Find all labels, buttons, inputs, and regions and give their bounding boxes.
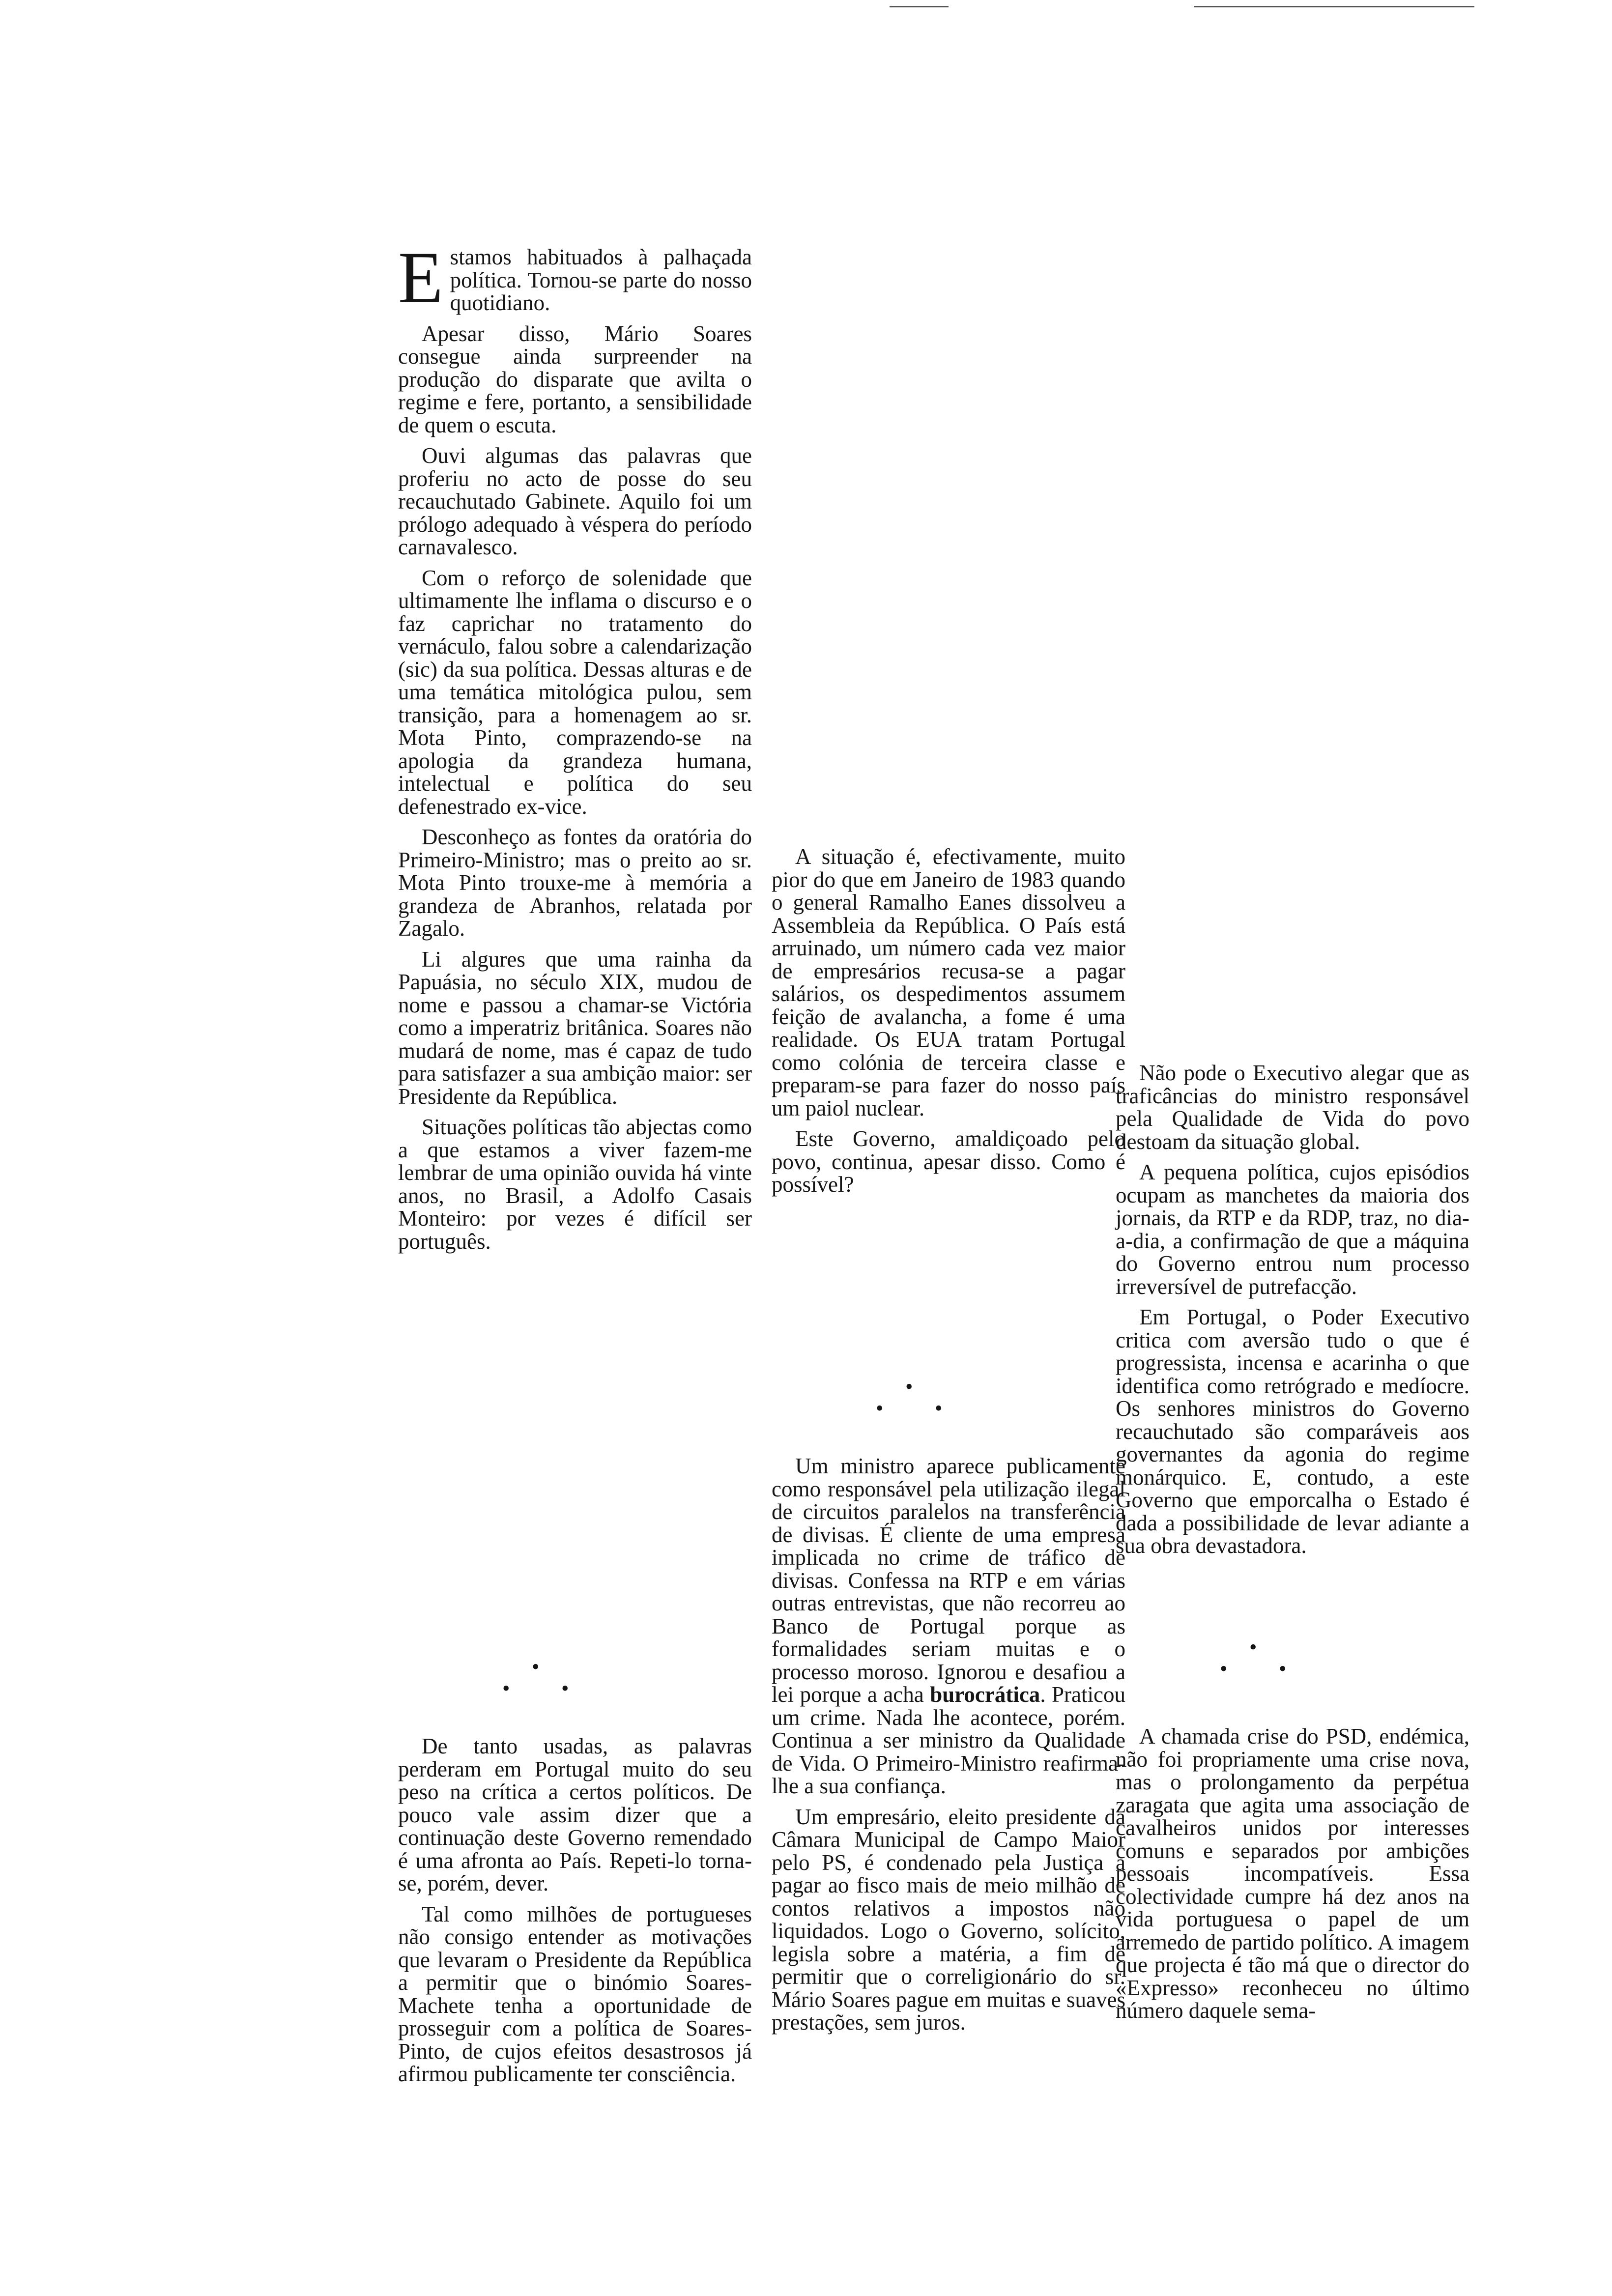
separator-dot: • — [1279, 1657, 1287, 1681]
section-separator — [1214, 1636, 1312, 1686]
paragraph-text: stamos habituados à palhaçada política. Tornou-se parte do nosso quotidiano. — [450, 245, 752, 315]
separator-dot: • — [502, 1676, 510, 1700]
section-separator — [496, 1656, 595, 1705]
column-2-top — [772, 845, 1125, 1204]
paragraph: Apesar disso, Mário Soares consegue ainda surpreender na produção do disparate que avilta o regime e fere, portanto, a sensibilidade de quem o escuta. — [398, 321, 752, 437]
separator-dot: • — [1249, 1635, 1257, 1659]
paragraph-text: Um ministro aparece publicamente como responsável pela utilização ilegal de circuitos paralelos na transferência de divisas. É cliente de uma empresa implicada no crime de tráfico de divisas. Confessa na RTP e em várias outras entrevistas, que não recorreu ao Banco de Portugal porque as formalidades seriam muitas e o processo moroso. Ignorou e desafiou a lei porque a acha — [772, 1454, 1125, 1707]
separator-dot: • — [561, 1676, 569, 1700]
paragraph: Com o reforço de solenidade que ultimamente lhe inflama o discurso e o faz caprichar no tratamento do vernáculo, falou sobre a calendarização (sic) da sua política. Dessas alturas e de uma temática mitológica pulou, sem transição, para a homenagem ao sr. Mota Pinto, comprazendo-se na apologia da grandeza humana, intelectual e política do seu defenestrado ex-vice. — [398, 565, 752, 819]
top-rule-left — [890, 6, 949, 7]
paragraph: A situação é, efectivamente, muito pior do que em Janeiro de 1983 quando o general Ramalho Eanes dissolveu a Assembleia da República. O País está arruinado, um número cada vez maior de empresários recusa-se a pagar salários, os despedimentos assumem feição de avalancha, a fome é uma realidade. Os EUA tratam Portugal como colónia de terceira classe e preparam-se para fazer do nosso país um paiol nuclear. — [772, 844, 1125, 1120]
column-2-bottom — [772, 1455, 1125, 2042]
paragraph: Não pode o Executivo alegar que as traficâncias do ministro responsável pela Qualidade de Vida do povo destoam da situação global. — [1116, 1061, 1469, 1154]
paragraph-lead — [398, 237, 752, 318]
separator-dot: • — [935, 1396, 943, 1420]
separator-dot: • — [1220, 1657, 1228, 1681]
bold-word: burocrática — [930, 1682, 1040, 1707]
drop-cap: E — [398, 237, 443, 318]
separator-dot: • — [905, 1375, 913, 1399]
paragraph: Um empresário, eleito presidente da Câmara Municipal de Campo Maior pelo PS, é condenado pela Justiça a pagar ao fisco mais de meio milhão de contos relativos a impostos não liquidados. Logo o Governo, solícito, legisla sobre a matéria, a fim de permitir que o correligionário do sr. Mário Soares pague em muitas e suaves prestações, sem juros. — [772, 1804, 1125, 2035]
paragraph: Tal como milhões de portugueses não consigo entender as motivações que levaram o Presidente da República a permitir que o binómio Soares-Machete tenha a oportunidade de prosseguir com a política de Soares-Pinto, de cujos efeitos desastrosos já afirmou publicamente ter consciência. — [398, 1901, 752, 2086]
column-3-top — [1116, 1062, 1469, 1565]
column-1-bottom — [398, 1735, 752, 2094]
paragraph: A chamada crise do PSD, endémica, não foi propriamente uma crise nova, mas o prolongamento da perpétua zaragata que agita uma associação de cavalheiros unidos por interesses comuns e separados por ambições pessoais incompatíveis. Essa colectividade cumpre há dez anos na vida portuguesa o papel de um arremedo de partido político. A imagem que projecta é tão má que o director do «Expresso» reconheceu no último número daquele sema- — [1116, 1724, 1469, 2023]
paragraph-text: . Praticou um crime. Nada lhe acontece, porém. Continua a ser ministro da Qualidade de Vida. O Primeiro-Ministro reafirma-lhe a sua confiança. — [772, 1682, 1125, 1798]
paragraph: A pequena política, cujos episódios ocupam as manchetes da maioria dos jornais, da RTP e da RDP, traz, no dia-a-dia, a confirmação de que a máquina do Governo entrou num processo irreversível de putrefacção. — [1116, 1160, 1469, 1299]
column-3-bottom — [1116, 1725, 1469, 2030]
section-separator — [870, 1376, 968, 1425]
separator-dot: • — [876, 1396, 884, 1420]
paragraph: Desconheço as fontes da oratória do Primeiro-Ministro; mas o preito ao sr. Mota Pinto trouxe-me à memória a grandeza de Abranhos, relatada por Zagalo. — [398, 825, 752, 941]
paragraph: Situações políticas tão abjectas como a que estamos a viver fazem-me lembrar de uma opinião ouvida há vinte anos, no Brasil, a Adolfo Casais Monteiro: por vezes é difícil ser português. — [398, 1115, 752, 1254]
top-rule-right — [1194, 6, 1474, 7]
paragraph: Ouvi algumas das palavras que proferiu no acto de posse do seu recauchutado Gabinete. Aquilo foi um prólogo adequado à véspera do período carnavalesco. — [398, 443, 752, 559]
separator-dot: • — [532, 1655, 540, 1679]
paragraph — [772, 1455, 1125, 1798]
paragraph: De tanto usadas, as palavras perderam em Portugal muito do seu peso na crítica a certos políticos. De pouco vale assim dizer que a continuação deste Governo remendado é uma afronta ao País. Repeti-lo torna-se, porém, dever. — [398, 1734, 752, 1895]
column-1-top — [398, 237, 752, 1261]
paragraph: Em Portugal, o Poder Executivo critica com aversão tudo o que é progressista, incensa e acarinha o que identifica como retrógrado e medíocre. Os senhores ministros do Governo recauchutado são comparáveis aos governantes da agonia do regime monárquico. E, contudo, a este Governo que emporcalha o Estado é dada a possibilidade de levar adiante a sua obra devastadora. — [1116, 1305, 1469, 1558]
paragraph: Li algures que uma rainha da Papuásia, no século XIX, mudou de nome e passou a chamar-se Victória como a imperatriz britânica. Soares não mudará de nome, mas é capaz de tudo para satisfazer a sua ambição maior: ser Presidente da República. — [398, 947, 752, 1109]
paragraph: Este Governo, amaldiçoado pelo povo, continua, apesar disso. Como é possível? — [772, 1126, 1125, 1197]
